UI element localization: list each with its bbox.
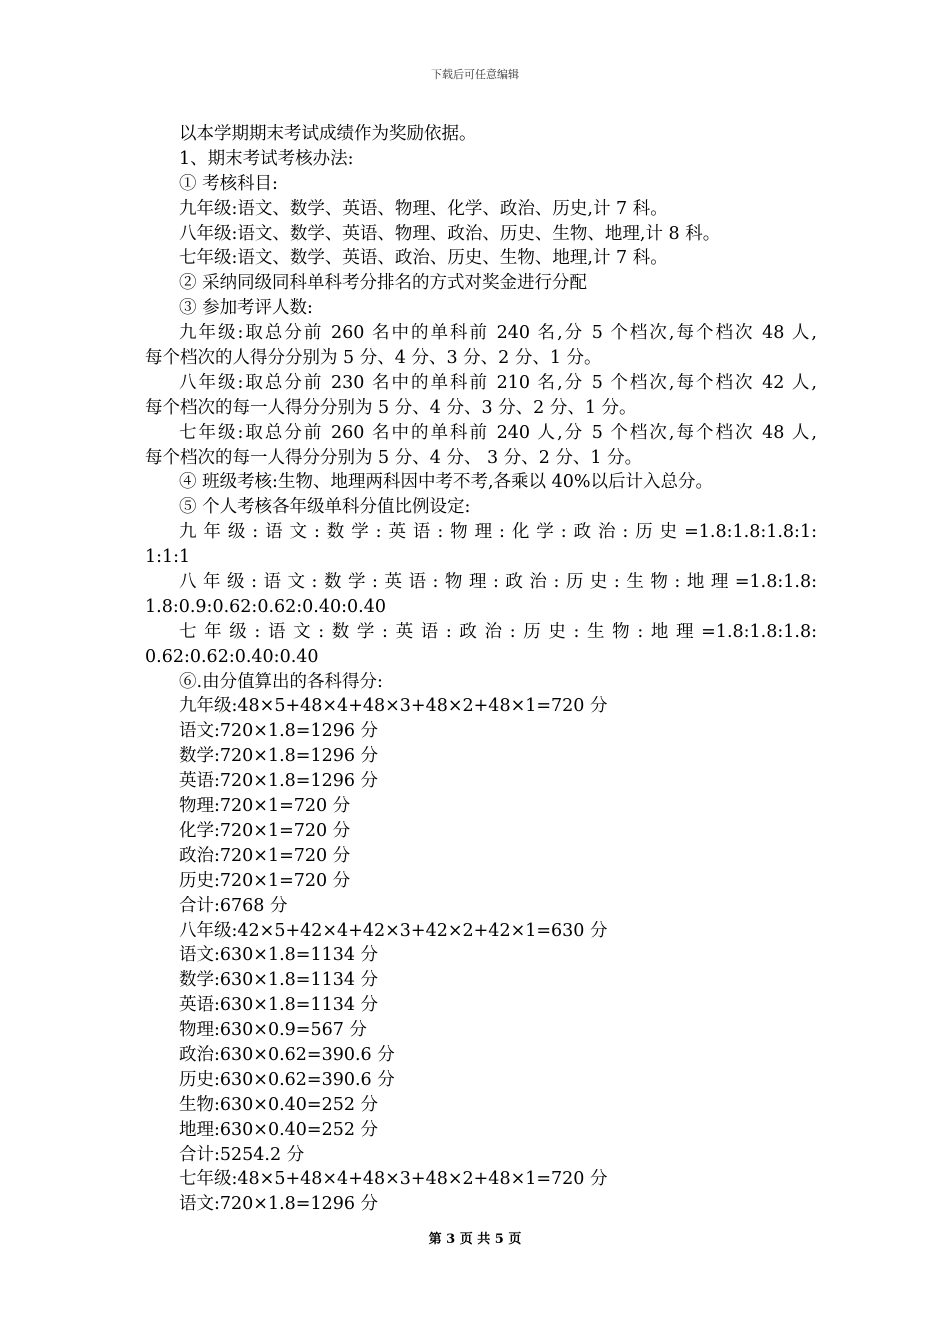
- text-line: ① 考核科目:: [179, 173, 278, 194]
- text-line: 每个档次的每一人得分分别为 5 分、4 分、3 分、2 分、1 分。: [145, 397, 637, 418]
- text-line: 数学:720×1.8=1296 分: [179, 746, 379, 767]
- text-line: 数学:630×1.8=1134 分: [179, 970, 379, 991]
- text-line: 九年级:语文:数学:英语:物理:化学:政治:历史=1.8:1.8:1.8:1:: [179, 522, 817, 543]
- text-line: 九年级:取总分前 260 名中的单科前 240 名,分 5 个档次,每个档次 48 人,: [179, 323, 817, 344]
- text-line: 八年级:语文:数学:英语:物理:政治:历史:生物:地理=1.8:1.8:: [179, 572, 817, 593]
- text-line: ⑤ 个人考核各年级单科分值比例设定:: [179, 497, 471, 518]
- text-line: 生物:630×0.40=252 分: [179, 1094, 379, 1115]
- text-line: ③ 参加考评人数:: [179, 298, 313, 319]
- text-line: 英语:630×1.8=1134 分: [179, 995, 379, 1016]
- text-line: 1、期末考试考核办法:: [179, 148, 354, 169]
- text-line: 合计:5254.2 分: [179, 1144, 305, 1165]
- text-line: 历史:720×1=720 分: [179, 870, 351, 891]
- text-line: 九年级:48×5+48×4+48×3+48×2+48×1=720 分: [179, 696, 608, 717]
- document-body: [145, 122, 817, 1217]
- text-line: 历史:630×0.62=390.6 分: [179, 1069, 395, 1090]
- text-line: 语文:720×1.8=1296 分: [179, 721, 379, 742]
- text-line: 七年级:取总分前 260 名中的单科前 240 人,分 5 个档次,每个档次 48 人,: [179, 422, 817, 443]
- text-line: 地理:630×0.40=252 分: [179, 1119, 379, 1140]
- text-line: 七年级:语文:数学:英语:政治:历史:生物:地理=1.8:1.8:1.8:: [179, 621, 817, 642]
- text-line: 语文:720×1.8=1296 分: [179, 1194, 379, 1215]
- text-line: 1:1:1: [145, 547, 191, 568]
- text-line: 0.62:0.62:0.40:0.40: [145, 646, 319, 667]
- text-line: 合计:6768 分: [179, 895, 288, 916]
- text-line: 物理:630×0.9=567 分: [179, 1020, 367, 1041]
- text-line: 英语:720×1.8=1296 分: [179, 771, 379, 792]
- text-line: 语文:630×1.8=1134 分: [179, 945, 379, 966]
- text-line: 九年级:语文、数学、英语、物理、化学、政治、历史,计 7 科。: [179, 198, 668, 219]
- text-line: 化学:720×1=720 分: [179, 820, 351, 841]
- text-line: 政治:630×0.62=390.6 分: [179, 1044, 395, 1065]
- text-line: 政治:720×1=720 分: [179, 845, 351, 866]
- page-footer: 第 3 页 共 5 页: [428, 1232, 522, 1247]
- text-line: 八年级:取总分前 230 名中的单科前 210 名,分 5 个档次,每个档次 42 人,: [179, 372, 817, 393]
- text-line: 每个档次的每一人得分分别为 5 分、4 分、 3 分、2 分、1 分。: [145, 447, 643, 468]
- text-line: 每个档次的人得分分别为 5 分、4 分、3 分、2 分、1 分。: [145, 348, 602, 369]
- text-line: 八年级:语文、数学、英语、物理、政治、历史、生物、地理,计 8 科。: [179, 223, 721, 244]
- text-line: 1.8:0.9:0.62:0.62:0.40:0.40: [145, 596, 387, 617]
- text-line: 物理:720×1=720 分: [179, 796, 351, 817]
- text-line: ② 采纳同级同科单科考分排名的方式对奖金进行分配: [179, 273, 588, 294]
- text-line: 七年级:48×5+48×4+48×3+48×2+48×1=720 分: [179, 1169, 608, 1190]
- text-line: 以本学期期末考试成绩作为奖励依据。: [179, 124, 477, 144]
- header-note: 下载后可任意编辑: [431, 68, 519, 81]
- text-line: 八年级:42×5+42×4+42×3+42×2+42×1=630 分: [179, 920, 608, 941]
- text-line: ⑥.由分值算出的各科得分:: [179, 671, 383, 692]
- text-line: ④ 班级考核:生物、地理两科因中考不考,各乘以 40%以后计入总分。: [179, 472, 713, 493]
- text-line: 七年级:语文、数学、英语、政治、历史、生物、地理,计 7 科。: [179, 248, 668, 269]
